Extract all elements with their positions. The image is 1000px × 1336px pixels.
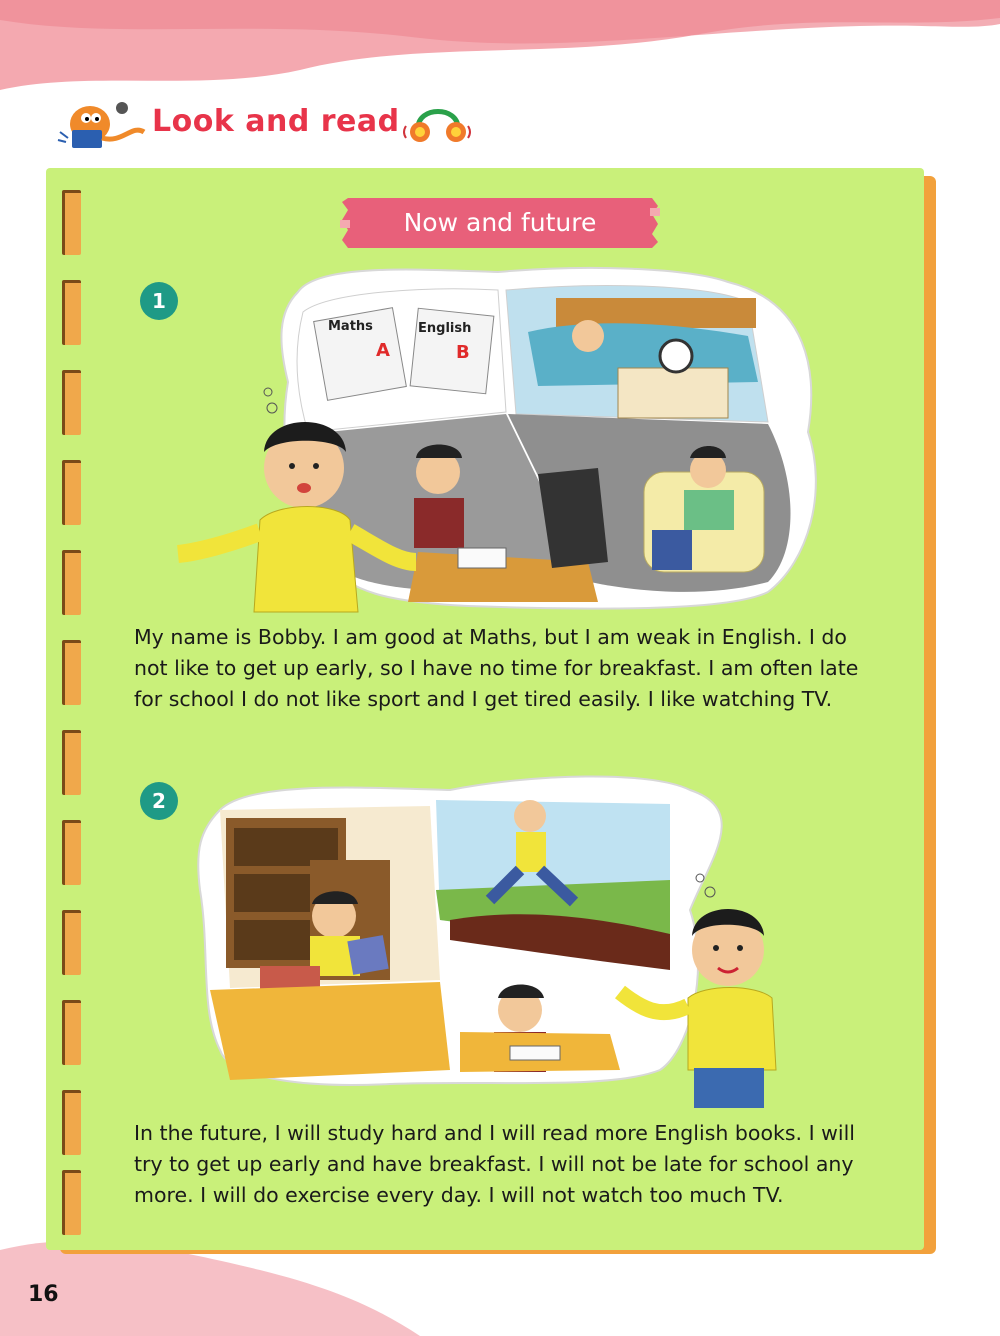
part-1-text: My name is Bobby. I am good at Maths, but I am weak in English. I do not like to get up early, so I have no time for breakfast. I am often late for school I do not like sport and I get tired easily. I like watching TV. — [134, 625, 859, 711]
lesson-title: Now and future — [403, 207, 597, 237]
section-title: Look and read — [152, 104, 400, 139]
paper-label-maths: Maths — [328, 319, 373, 334]
paper-label-english: English — [418, 321, 472, 336]
part-2-badge: 2 — [140, 782, 178, 820]
lesson-title-banner — [340, 194, 660, 250]
headphones-icon[interactable] — [402, 98, 474, 148]
part-1-illustration — [168, 262, 828, 618]
section-header — [52, 92, 652, 162]
grade-b: B — [456, 342, 470, 363]
page-number: 16 — [28, 1282, 59, 1307]
part-2-text: In the future, I will study hard and I will read more English books. I will try to get up early and have breakfast. I will not be late for school any more. I will do exercise every day. I will not watch too much TV. — [134, 1121, 855, 1207]
part-1-badge: 1 — [140, 282, 178, 320]
cat-reading-icon — [52, 94, 148, 154]
grade-a: A — [376, 340, 390, 361]
part-2-illustration — [190, 770, 810, 1112]
binder-rings — [62, 190, 84, 1210]
